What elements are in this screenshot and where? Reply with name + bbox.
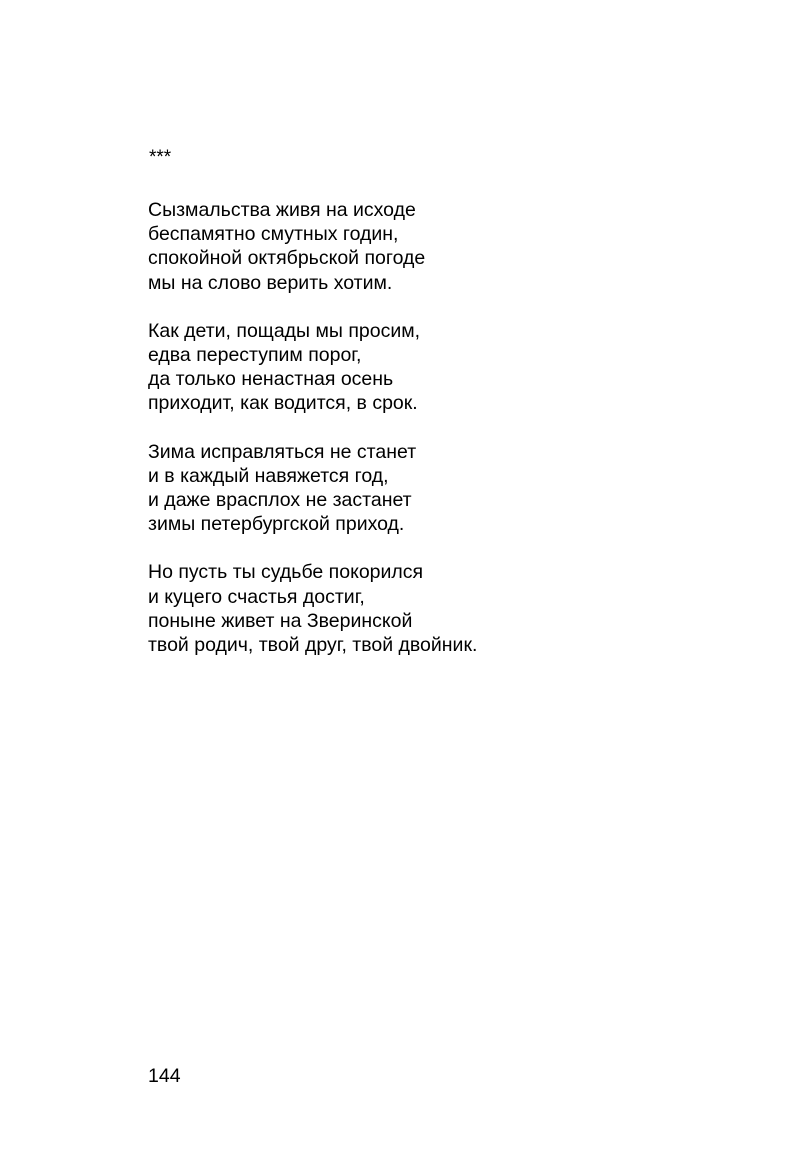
poem-line: твой родич, твой друг, твой двойник. bbox=[148, 634, 478, 657]
stanza bbox=[148, 440, 708, 537]
poem-line: Зима исправляться не станет bbox=[148, 440, 417, 463]
poem-line: Но пусть ты судьбе покорился bbox=[148, 561, 424, 584]
poem-line: поныне живет на Зверинской bbox=[148, 609, 413, 632]
poem-line: и в каждый навяжется год, bbox=[148, 464, 389, 487]
poem-line: мы на слово верить хотим. bbox=[148, 271, 393, 294]
poem-line: едва переступим порог, bbox=[148, 344, 362, 367]
poem-line: спокойной октябрьской погоде bbox=[148, 247, 426, 270]
poem-line: и даже врасплох не застанет bbox=[148, 489, 412, 512]
poem-line: да только ненастная осень bbox=[148, 368, 394, 391]
stanza bbox=[148, 319, 708, 416]
poem-line: Сызмальства живя на исходе bbox=[148, 199, 416, 221]
poem-line: приходит, как водится, в срок. bbox=[148, 392, 418, 415]
poem-line: и куцего счастья достиг, bbox=[148, 585, 365, 608]
page-number: 144 bbox=[148, 1065, 181, 1087]
stanza bbox=[148, 198, 708, 295]
poem-line: Как дети, пощады мы просим, bbox=[148, 319, 421, 342]
poem-line: беспамятно смутных годин, bbox=[148, 223, 399, 246]
poem bbox=[148, 198, 708, 681]
stanza bbox=[148, 560, 708, 657]
section-separator: *** bbox=[149, 147, 172, 168]
poem-line: зимы петербургской приход. bbox=[148, 513, 405, 536]
